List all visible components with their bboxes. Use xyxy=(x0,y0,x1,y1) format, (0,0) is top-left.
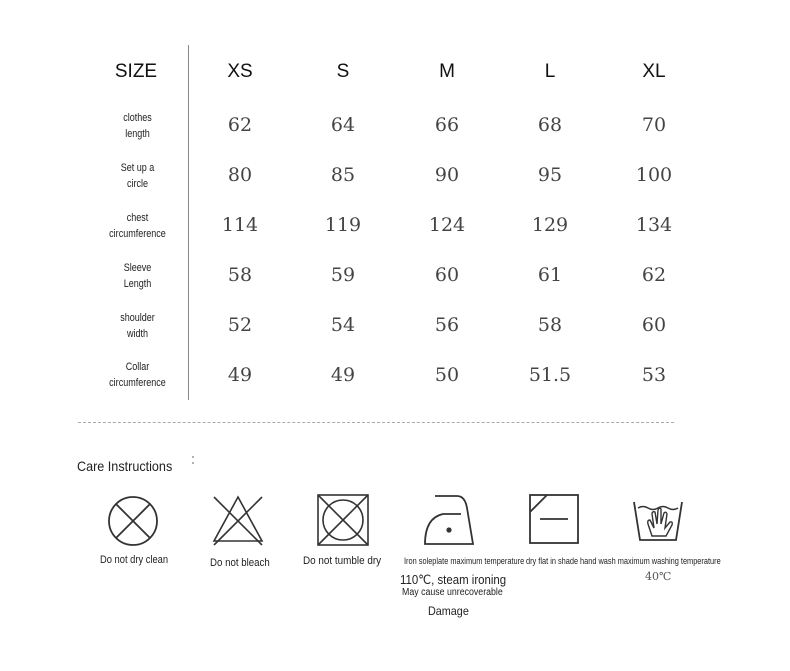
row-label-line1: chest xyxy=(126,212,149,224)
row-label xyxy=(99,160,177,192)
care-title: Care Instructions xyxy=(77,458,173,474)
care-label-iron-damage: Damage xyxy=(428,604,469,618)
table-cell: 85 xyxy=(330,164,356,186)
row-label-line2: length xyxy=(125,128,150,140)
table-cell: 64 xyxy=(330,114,356,136)
table-cell: 56 xyxy=(434,314,460,336)
table-cell: 49 xyxy=(330,364,356,386)
table-cell: 129 xyxy=(531,214,569,236)
table-cell: 52 xyxy=(227,314,253,336)
table-cell: 62 xyxy=(641,264,667,286)
table-cell: 90 xyxy=(434,164,460,186)
care-label-iron-warning: May cause unrecoverable xyxy=(402,587,503,598)
table-cell: 80 xyxy=(227,164,253,186)
table-cell: 62 xyxy=(227,114,253,136)
table-cell: 70 xyxy=(641,114,667,136)
table-cell: 68 xyxy=(537,114,563,136)
care-label-tumble-dry: Do not tumble dry xyxy=(303,555,382,567)
header-xl: XL xyxy=(642,61,666,82)
table-cell: 50 xyxy=(434,364,460,386)
row-label-line2: circumference xyxy=(109,377,166,389)
row-label xyxy=(99,310,177,342)
table-cell: 60 xyxy=(434,264,460,286)
table-cell: 114 xyxy=(221,214,259,236)
row-label xyxy=(99,210,177,242)
do-not-dry-clean-icon xyxy=(106,494,160,548)
row-label-line2: circle xyxy=(126,178,149,190)
care-label-iron-temp: 110℃, steam ironing xyxy=(400,572,507,587)
row-label-line1: Set up a xyxy=(120,162,155,174)
header-size: SIZE xyxy=(114,61,158,82)
table-cell: 61 xyxy=(537,264,563,286)
care-label-hand-wash: hand wash maximum washing temperature xyxy=(580,556,721,566)
row-label-line2: width xyxy=(126,328,149,340)
iron-medium-heat-icon xyxy=(421,492,477,548)
table-cell: 60 xyxy=(641,314,667,336)
do-not-bleach-icon xyxy=(210,493,266,547)
table-cell: 58 xyxy=(227,264,253,286)
dry-flat-in-shade-icon xyxy=(527,492,581,546)
hand-wash-icon xyxy=(630,496,686,546)
section-divider xyxy=(78,422,674,423)
row-label-line1: Collar xyxy=(125,361,150,373)
care-label-bleach: Do not bleach xyxy=(210,557,270,569)
row-label-line2: circumference xyxy=(109,228,166,240)
header-xs: XS xyxy=(227,61,253,82)
table-cell: 53 xyxy=(641,364,667,386)
care-label-dry-clean: Do not dry clean xyxy=(100,554,169,566)
table-cell: 54 xyxy=(330,314,356,336)
care-label-iron: Iron soleplate maximum temperature xyxy=(404,556,525,566)
row-label xyxy=(99,359,177,391)
care-label-hand-wash-temp: 40℃ xyxy=(645,570,672,583)
row-label xyxy=(99,110,177,142)
table-cell: 134 xyxy=(635,214,673,236)
header-l: L xyxy=(544,61,556,82)
table-cell: 51.5 xyxy=(528,364,572,386)
row-label xyxy=(99,260,177,292)
table-cell: 58 xyxy=(537,314,563,336)
row-label-line1: clothes xyxy=(123,112,152,124)
header-m: M xyxy=(439,61,455,82)
row-label-line2: Length xyxy=(123,278,152,290)
row-label-line1: shoulder xyxy=(120,312,155,324)
dots-decoration-icon xyxy=(191,456,195,468)
header-s: S xyxy=(336,61,350,82)
column-divider xyxy=(188,45,189,400)
table-cell: 119 xyxy=(324,214,362,236)
row-label-line1: Sleeve xyxy=(123,262,152,274)
table-cell: 95 xyxy=(537,164,563,186)
table-cell: 124 xyxy=(428,214,466,236)
table-cell: 66 xyxy=(434,114,460,136)
do-not-tumble-dry-icon xyxy=(316,493,370,547)
table-cell: 59 xyxy=(330,264,356,286)
care-label-dry-flat: dry flat in shade xyxy=(526,556,579,566)
table-cell: 49 xyxy=(227,364,253,386)
table-cell: 100 xyxy=(635,164,673,186)
